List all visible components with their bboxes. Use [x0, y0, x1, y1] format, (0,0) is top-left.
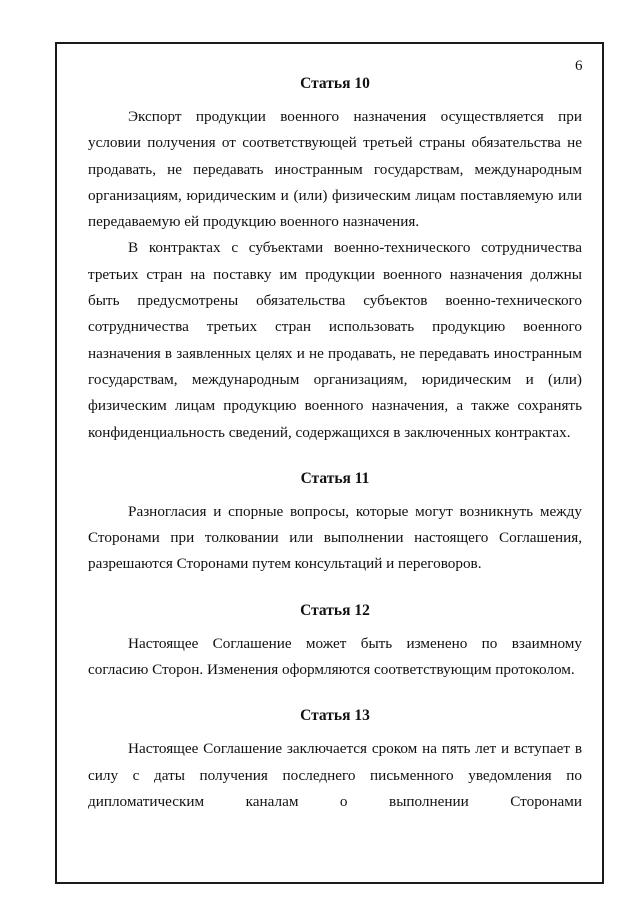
article-heading: Статья 13 [300, 707, 370, 725]
document-body [88, 70, 582, 815]
article-13 [88, 702, 582, 815]
article-paragraph: Разногласия и спорные вопросы, которые могут возникнуть между Сторонами при толковании или выполнении настоящего Соглашения, разрешаются Сторонами путем консультаций и переговоров. [88, 502, 582, 573]
article-10 [88, 70, 582, 446]
article-heading: Статья 12 [300, 601, 370, 619]
article-paragraph: Настоящее Соглашение может быть изменено по взаимному согласию Сторон. Изменения оформляются соответствующим протоколом. [88, 634, 582, 679]
article-paragraph: Экспорт продукции военного назначения осуществляется при условии получения от соответствующей третьей страны обязательства не продавать, не передавать иностранным государствам, международным организациям, юридическим и (или) физическим лицам поставляемую или передаваемую ей продукцию военного назначения. [88, 108, 582, 231]
article-paragraph: Настоящее Соглашение заключается сроком на пять лет и вступает в силу с даты получения последнего письменного уведомления по дипломатическим каналам о выполнении Сторонами [88, 740, 582, 810]
article-11 [88, 465, 582, 578]
article-heading: Статья 11 [300, 469, 370, 487]
article-12 [88, 597, 582, 684]
article-heading: Статья 10 [300, 75, 370, 92]
page-number: 6 [575, 58, 583, 74]
article-paragraph: В контрактах с субъектами военно-технического сотрудничества третьих стран на поставку им продукции военного назначения должны быть предусмотрены обязательства субъектов военно-технического сотрудничества третьих стран использовать продукцию военного назначения в заявленных целях и не продавать, не передавать иностранным государствам, международным организациям, юридическим и (или) физическим лицам продукцию военного назначения, а также сохранять конфиденциальность сведений, содержащихся в заключенных контрактах. [88, 239, 582, 441]
